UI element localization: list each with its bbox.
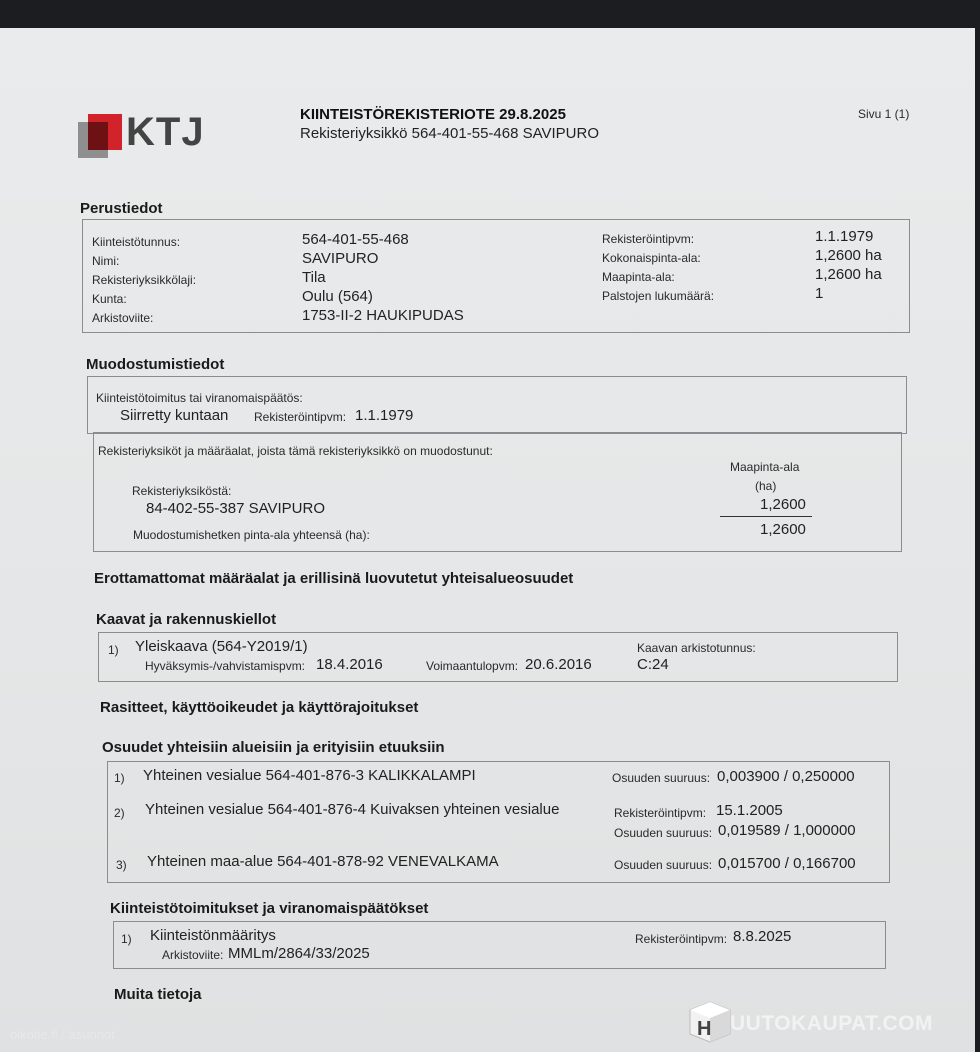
voimaantulopvm-label: Voimaantulopvm: [426, 659, 519, 673]
oikotie-watermark: oikotie.fi / asunnot [10, 1027, 115, 1042]
section-muita-tietoja-heading: Muita tietoja [114, 986, 202, 1003]
huutokaupat-logo-icon [686, 998, 734, 1044]
toimitus-item-number: 1) [121, 932, 132, 946]
osuus-item-2-number: 2) [114, 806, 125, 820]
maapinta-ala-value: 1,2600 ha [815, 266, 882, 283]
kunta-value: Oulu (564) [302, 288, 373, 305]
toimitus-reg-label: Rekisteröintipvm: [254, 410, 347, 424]
muodostumis-toimitus-box [87, 376, 907, 434]
rekisteriyksikosta-area: 1,2600 [760, 496, 806, 513]
maapinta-ala-label: Maapinta-ala: [602, 270, 675, 284]
palstojen-lukumaara-value: 1 [815, 285, 824, 302]
kaavan-arkistotunnus-value: C:24 [637, 656, 669, 673]
palstojen-lukumaara-label: Palstojen lukumäärä: [602, 289, 715, 303]
section-muodostumistiedot-heading: Muodostumistiedot [86, 356, 225, 373]
section-osuudet-heading: Osuudet yhteisiin alueisiin ja erityisiin etuuksiin [102, 739, 445, 756]
kiinteistotunnus-label: Kiinteistötunnus: [92, 235, 181, 249]
rekisteriyksikkolaji-value: Tila [302, 269, 326, 286]
muodostumis-intro: Rekisteriyksiköt ja määräalat, joista tämä rekisteriyksikkö on muodostunut: [98, 444, 493, 458]
col-header-maapinta-ala: Maapinta-ala [730, 460, 800, 474]
osuus-item-2-value: 0,019589 / 1,000000 [718, 822, 856, 839]
rekisteriyksikosta-value: 84-402-55-387 SAVIPURO [146, 500, 325, 517]
kokonaispinta-ala-value: 1,2600 ha [815, 247, 882, 264]
section-kaavat-heading: Kaavat ja rakennuskiellot [96, 611, 277, 628]
rekisteriyksikkolaji-label: Rekisteriyksikkölaji: [92, 273, 197, 287]
section-rasitteet-heading: Rasitteet, käyttöoikeudet ja käyttörajoitukset [100, 699, 419, 716]
page-number: Sivu 1 (1) [858, 107, 910, 121]
hyvaksymispvm-value: 18.4.2016 [316, 656, 383, 673]
document-title: KIINTEISTÖREKISTERIOTE 29.8.2025 [300, 106, 566, 123]
section-erottamattomat-heading: Erottamattomat määräalat ja erillisinä luovutetut yhteisalueosuudet [94, 570, 574, 587]
toimitus-item-name: Kiinteistönmääritys [150, 927, 276, 944]
perustiedot-box [82, 219, 910, 333]
col-header-ha: (ha) [755, 479, 777, 493]
osuus-item-3-name: Yhteinen maa-alue 564-401-878-92 VENEVALKAMA [147, 853, 499, 870]
huutokaupat-icon-letter: H [697, 1018, 712, 1040]
toimitus-item-ark-value: MMLm/2864/33/2025 [228, 945, 370, 962]
kaava-name: Yleiskaava (564-Y2019/1) [135, 638, 308, 655]
toimitus-reg-value: 1.1.1979 [355, 407, 414, 424]
muodostumishetken-pinta-ala-label: Muodostumishetken pinta-ala yhteensä (ha): [133, 528, 370, 542]
rekisterointipvm-label: Rekisteröintipvm: [602, 232, 695, 246]
osuus-item-2-label: Osuuden suuruus: [614, 826, 713, 840]
osuus-item-1-label: Osuuden suuruus: [612, 771, 711, 785]
toimitus-value: Siirretty kuntaan [120, 407, 229, 424]
osuus-item-1-value: 0,003900 / 0,250000 [717, 768, 855, 785]
huutokaupat-text: UUTOKAUPAT.COM [730, 1012, 933, 1035]
kunta-label: Kunta: [92, 292, 127, 306]
toimitus-item-reg-value: 8.8.2025 [733, 928, 792, 945]
rekisterointipvm-value: 1.1.1979 [815, 228, 874, 245]
kiinteistotunnus-value: 564-401-55-468 [302, 231, 409, 248]
nimi-value: SAVIPURO [302, 250, 379, 267]
arkistoviite-value: 1753-II-2 HAUKIPUDAS [302, 307, 464, 324]
kokonaispinta-ala-label: Kokonaispinta-ala: [602, 251, 701, 265]
osuus-item-1-name: Yhteinen vesialue 564-401-876-3 KALIKKALAMPI [143, 767, 476, 784]
muodostumishetken-pinta-ala-value: 1,2600 [760, 521, 806, 538]
section-perustiedot-heading: Perustiedot [80, 200, 163, 217]
hyvaksymispvm-label: Hyväksymis-/vahvistamispvm: [145, 659, 306, 673]
osuus-item-2-reg-label: Rekisteröintipvm: [614, 806, 707, 820]
osuus-item-2-name: Yhteinen vesialue 564-401-876-4 Kuivaksen yhteinen vesialue [145, 801, 560, 818]
osuus-item-3-value: 0,015700 / 0,166700 [718, 855, 856, 872]
toimitus-item-reg-label: Rekisteröintipvm: [635, 932, 728, 946]
kaavan-arkistotunnus-label: Kaavan arkistotunnus: [637, 641, 756, 655]
section-toimitukset-heading: Kiinteistötoimitukset ja viranomaispäätökset [110, 900, 429, 917]
logo-text: KTJ [126, 110, 205, 154]
toimitus-label: Kiinteistötoimitus tai viranomaispäätös: [96, 391, 303, 405]
sum-divider [720, 516, 812, 517]
osuus-item-1-number: 1) [114, 771, 125, 785]
osuus-item-2-reg-value: 15.1.2005 [716, 802, 783, 819]
nimi-label: Nimi: [92, 254, 120, 268]
kaavat-item-number: 1) [108, 643, 119, 657]
arkistoviite-label: Arkistoviite: [92, 311, 154, 325]
osuus-item-3-number: 3) [116, 858, 127, 872]
toimitus-item-ark-label: Arkistoviite: [162, 948, 224, 962]
document-subtitle: Rekisteriyksikkö 564-401-55-468 SAVIPURO [300, 125, 600, 142]
osuus-item-3-label: Osuuden suuruus: [614, 858, 713, 872]
voimaantulopvm-value: 20.6.2016 [525, 656, 592, 673]
rekisteriyksikosta-label: Rekisteriyksiköstä: [132, 484, 232, 498]
